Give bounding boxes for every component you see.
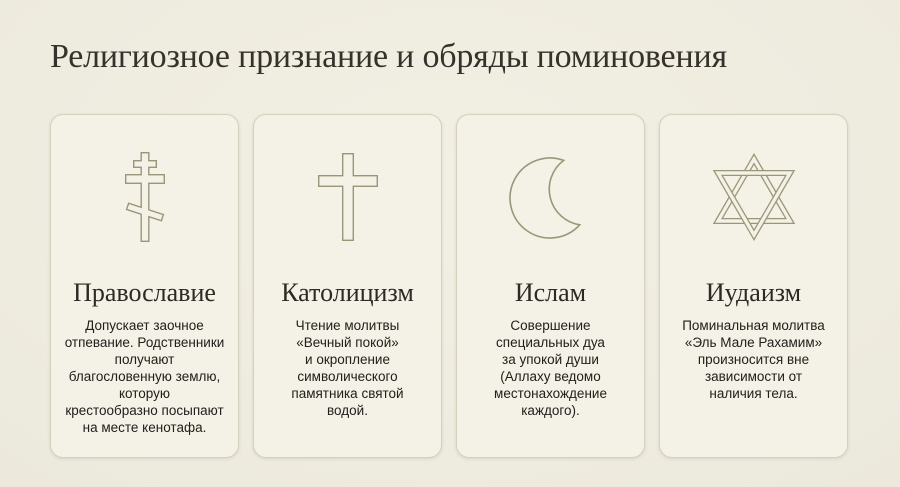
card-heading: Католицизм xyxy=(281,278,414,307)
orthodox-cross-icon xyxy=(125,152,165,242)
latin-cross-icon xyxy=(318,153,378,241)
card-icon-area xyxy=(506,142,596,252)
page-title: Религиозное признание и обряды поминовения xyxy=(50,38,727,75)
card-heading: Ислам xyxy=(514,278,587,307)
card-judaism xyxy=(659,114,848,458)
card-heading: Православие xyxy=(73,278,216,307)
card-body: Чтение молитвы «Вечный покой» и окропление символического памятника святой водой. xyxy=(291,318,404,418)
card-icon-area xyxy=(318,142,378,252)
card-icon-area xyxy=(125,142,165,252)
card-catholicism xyxy=(253,114,442,458)
card-heading: Иудаизм xyxy=(705,278,802,307)
religion-cards xyxy=(50,114,848,458)
crescent-moon-icon xyxy=(506,152,596,242)
card-orthodoxy xyxy=(50,114,239,458)
card-body: Совершение специальных дуа за упокой души (Аллаху ведомо местонахождение каждого). xyxy=(494,318,607,418)
star-of-david-icon xyxy=(710,149,798,245)
card-islam xyxy=(456,114,645,458)
card-body: Допускает заочное отпевание. Родственники получают благословенную землю, которую крестообразно посыпают на месте кенотафа. xyxy=(64,318,225,435)
card-icon-area xyxy=(710,142,798,252)
card-body: Поминальная молитва «Эль Мале Рахамим» произносится вне зависимости от наличия тела. xyxy=(682,318,825,401)
